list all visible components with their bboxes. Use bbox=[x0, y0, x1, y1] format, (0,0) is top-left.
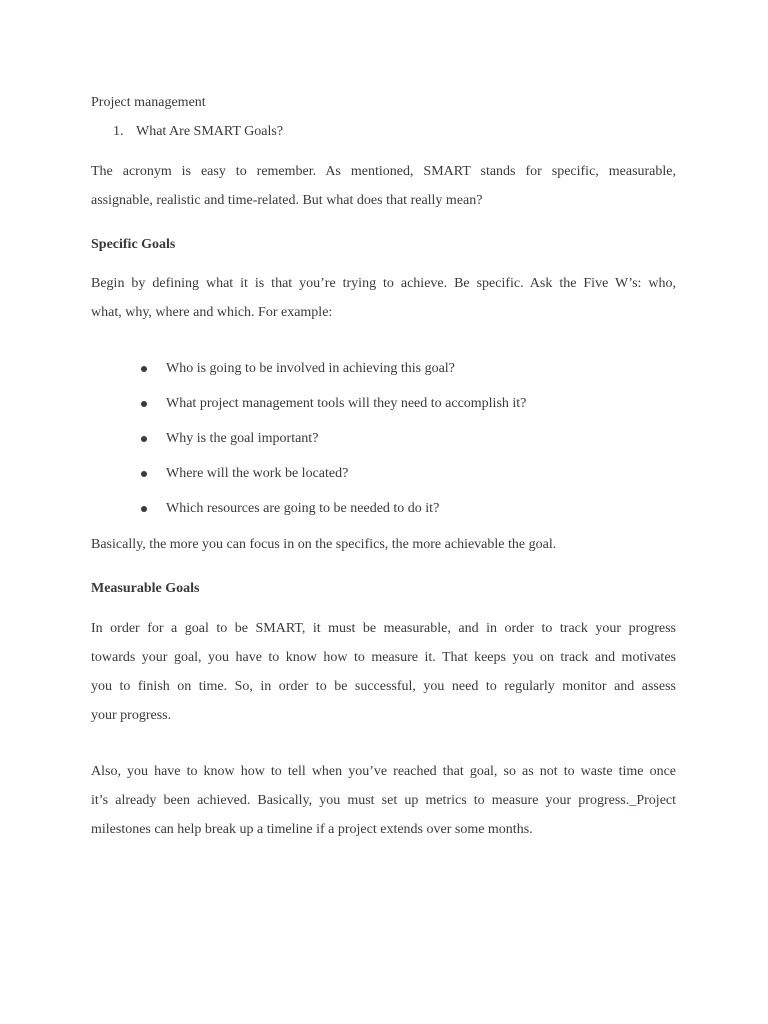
bullet-icon bbox=[141, 506, 147, 512]
section-heading-measurable: Measurable Goals bbox=[91, 581, 200, 596]
measurable-para2-line-2-tail: Project bbox=[636, 793, 677, 808]
measurable-para2-line-2 bbox=[91, 794, 676, 808]
measurable-para1-line-2: towards your goal, you have to know how to measure it. That keeps you on track and motivates bbox=[91, 650, 676, 665]
measurable-para2-line-2-text: it’s already been achieved. Basically, you must set up metrics to measure your progress. bbox=[91, 793, 630, 808]
document-title: Project management bbox=[91, 95, 206, 110]
bullet-text: Why is the goal important? bbox=[166, 431, 319, 446]
list-item-heading: What Are SMART Goals? bbox=[136, 124, 284, 139]
specific-para-line-1: Begin by defining what it is that you’re trying to achieve. Be specific. Ask the Five W’s: who, bbox=[91, 276, 676, 291]
intro-line-2: assignable, realistic and time-related. But what does that really mean? bbox=[91, 193, 483, 208]
measurable-para2-line-3: milestones can help break up a timeline if a project extends over some months. bbox=[91, 822, 533, 837]
bullet-text: Where will the work be located? bbox=[166, 466, 349, 481]
list-number: 1. bbox=[113, 124, 124, 139]
specific-para-line-2: what, why, where and which. For example: bbox=[91, 305, 333, 320]
measurable-para1-line-1: In order for a goal to be SMART, it must be measurable, and in order to track your progress bbox=[91, 621, 676, 636]
section-heading-specific: Specific Goals bbox=[91, 237, 176, 252]
bullet-text: What project management tools will they need to accomplish it? bbox=[166, 396, 527, 411]
measurable-para1-line-4: your progress. bbox=[91, 708, 172, 723]
intro-line-1: The acronym is easy to remember. As mentioned, SMART stands for specific, measurable, bbox=[91, 164, 676, 179]
bullet-icon bbox=[141, 401, 147, 407]
bullet-text: Which resources are going to be needed to do it? bbox=[166, 501, 440, 516]
bullet-icon bbox=[141, 471, 147, 477]
measurable-para2-line-1: Also, you have to know how to tell when you’ve reached that goal, so as not to waste time once bbox=[91, 764, 676, 779]
measurable-para1-line-3: you to finish on time. So, in order to be successful, you need to regularly monitor and assess bbox=[91, 679, 676, 694]
bullet-icon bbox=[141, 436, 147, 442]
bullet-icon bbox=[141, 366, 147, 372]
specific-closing: Basically, the more you can focus in on the specifics, the more achievable the goal. bbox=[91, 537, 557, 552]
bullet-text: Who is going to be involved in achieving this goal? bbox=[166, 361, 455, 376]
